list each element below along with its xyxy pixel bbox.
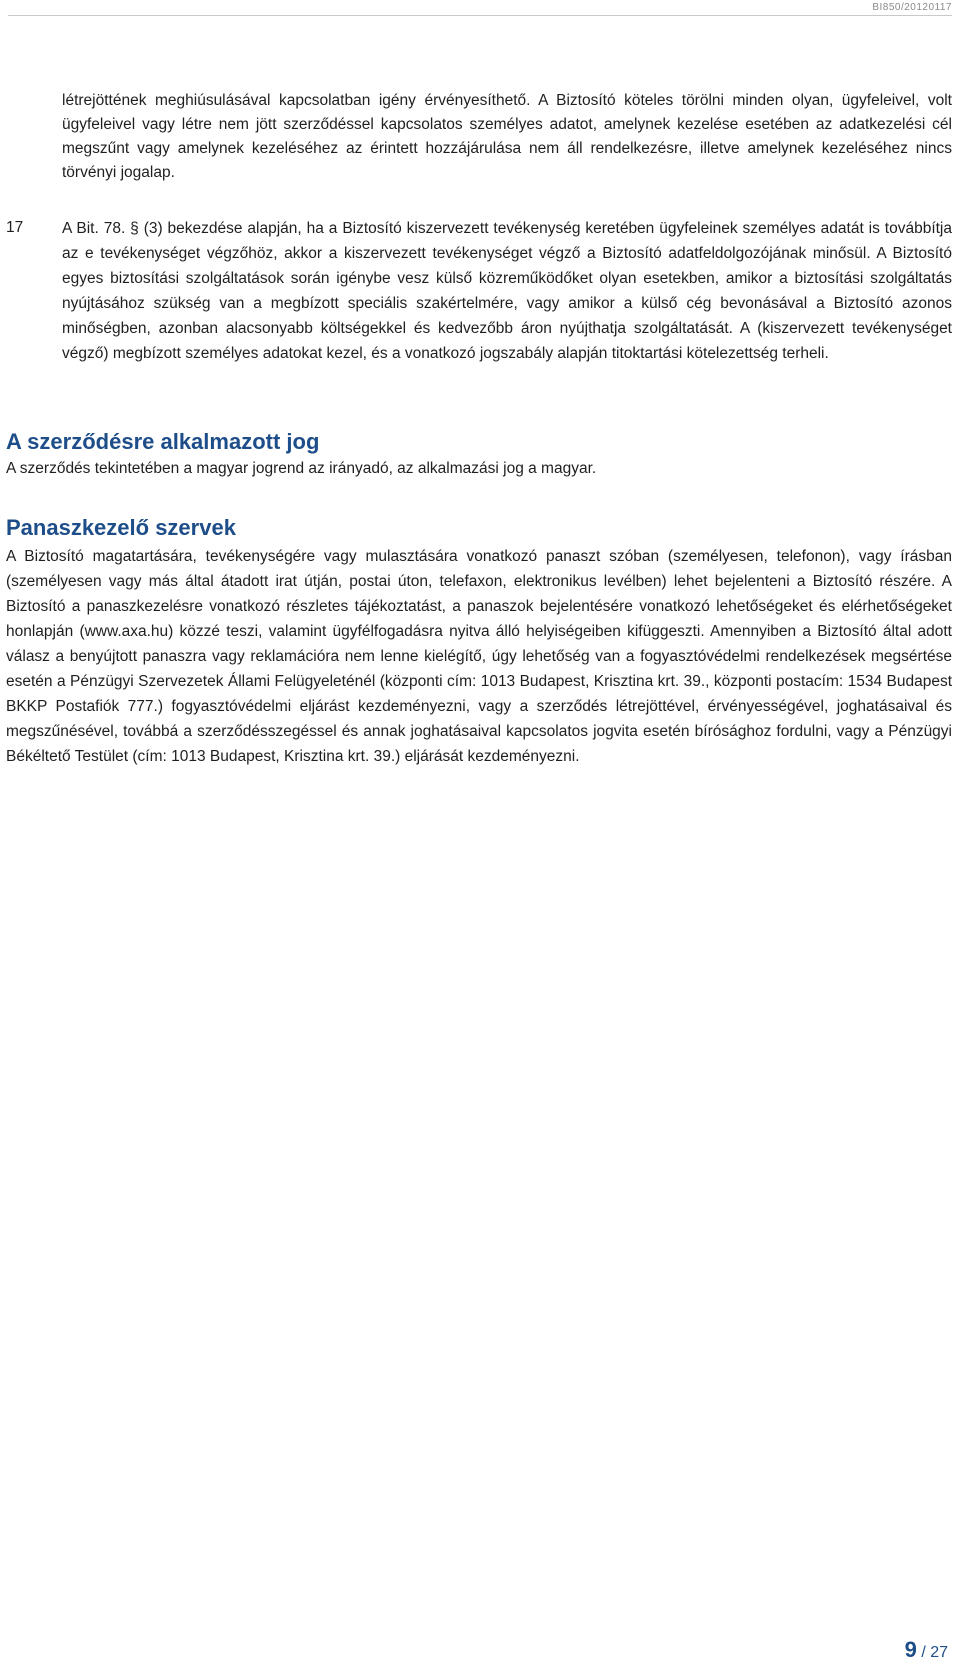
total-pages: / 27 — [921, 1644, 948, 1661]
section-text-applicable-law: A szerződés tekintetében a magyar jogrend az irányadó, az alkalmazási jog a magyar. — [6, 460, 597, 477]
current-page: 9 — [904, 1637, 917, 1662]
item-text: A Bit. 78. § (3) bekezdése alapján, ha a Biztosító kiszervezett tevékenység keretében ügyfeleinek személyes adatát is továbbítja az e tevékenységet végzőhöz, akkor a kiszervezett tevékenységet végző a Biztosító adatfeldolgozójának minősül. A Biztosító egyes biztosítási szolgáltatások során igénybe vesz külső közreműködőket olyan esetekben, amikor a biztosítási szolgáltatás nyújtásához szükség van a megbízott speciális szakértelmére, vagy amikor a külső cég bevonásával a Biztosító azonos minőségben, azonban alacsonyabb költségekkel és kedvezőbb áron nyújthatja szolgáltatását. A (kiszervezett tevékenységet végző) megbízott személyes adatokat kezel, és a vonatkozó jogszabály alapján titoktartási kötelezettség terheli. — [62, 220, 952, 362]
document-code: BI850/20120117 — [872, 2, 952, 13]
page-number — [905, 1637, 948, 1663]
section-heading-applicable-law: A szerződésre alkalmazott jog — [6, 429, 320, 454]
section-heading-complaints: Panaszkezelő szervek — [6, 515, 236, 540]
header-divider — [8, 15, 952, 16]
item-number: 17 — [6, 219, 24, 236]
continuation-paragraph: létrejöttének meghiúsulásával kapcsolatban igény érvényesíthető. A Biztosító köteles törölni minden olyan, ügyfeleivel, volt ügyfeleivel vagy létre nem jött szerződéssel kapcsolatos személyes adatot, amelynek kezelése esetében az adatkezelési cél megszűnt vagy amelynek kezeléséhez az érintett hozzájárulása nem áll rendelkezésre, illetve amelynek kezeléséhez nincs törvényi jogalap. — [62, 92, 952, 181]
section-text-complaints: A Biztosító magatartására, tevékenységére vagy mulasztására vonatkozó panaszt szóban (személyesen, telefonon), vagy írásban (személyesen vagy más által átadott irat útján, postai úton, telefaxon, elektronikus levélben) lehet bejelenteni a Biztosító részére. A Biztosító a panaszkezelésre vonatkozó részletes tájékoztatást, a panaszok bejelentésére vonatkozó lehetőségeket és elérhetőségeket honlapján (www.axa.hu) közzé teszi, valamint ügyfélfogadásra nyitva álló helyiségeiben kifüggeszti. Amennyiben a Biztosító által adott válasz a benyújtott panaszra vagy reklamációra nem lenne kielégítő, úgy lehetőség van a fogyasztóvédelmi rendelkezések megsértése esetén a Pénzügyi Szervezetek Állami Felügyeleténél (központi cím: 1013 Budapest, Krisztina krt. 39., központi postacím: 1534 Budapest BKKP Postafiók 777.) fogyasztóvédelmi eljárást kezdeményezni, vagy a szerződés létrejöttével, érvényességével, joghatásaival és megszűnésével, továbbá a szerződésszegéssel és annak joghatásaival kapcsolatos jogvita esetén bírósághoz fordulni, vagy a Pénzügyi Békéltető Testület (cím: 1013 Budapest, Krisztina krt. 39.) eljárását kezdeményezni. — [6, 548, 952, 765]
